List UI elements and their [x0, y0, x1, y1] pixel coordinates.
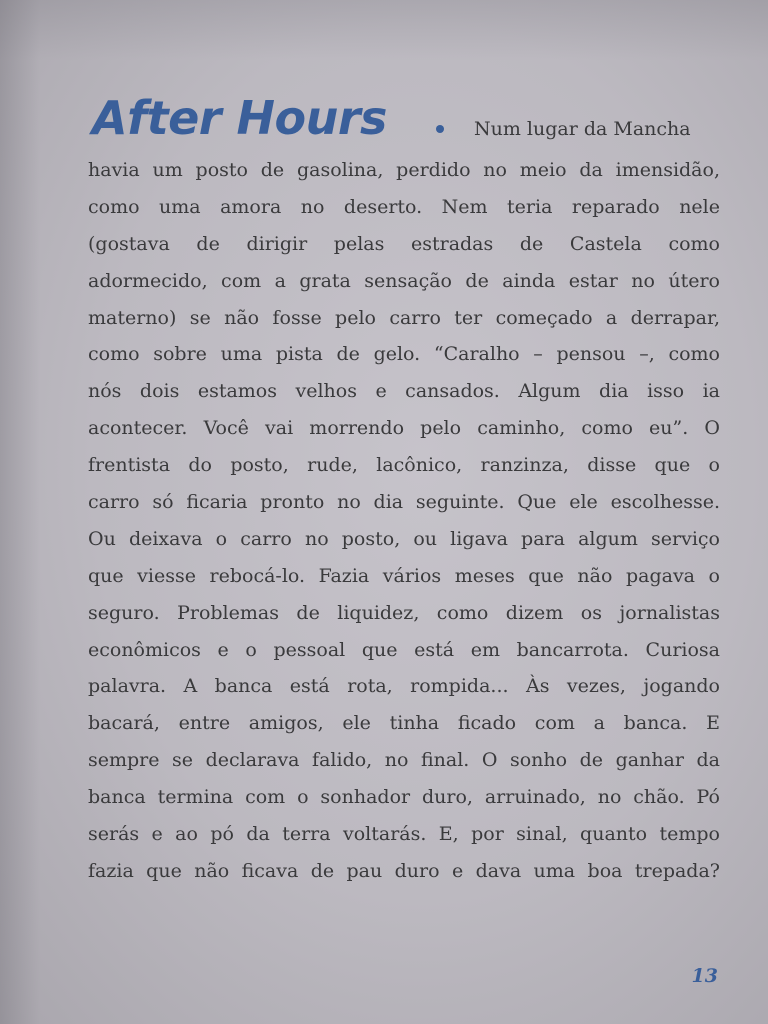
text-line: seguro. Problemas de liquidez, como dizem os jornalistas: [88, 601, 720, 624]
chapter-heading: [92, 90, 722, 150]
text-line: que viesse rebocá-lo. Fazia vários meses que não pagava o: [88, 564, 720, 587]
text-line: acontecer. Você vai morrendo pelo caminho, como eu”. O: [88, 417, 720, 440]
text-line: (gostava de dirigir pelas estradas de Castela como: [88, 232, 720, 255]
page-shadow-top: [0, 0, 768, 60]
body-paragraph: [88, 152, 720, 890]
text-line: banca termina com o sonhador duro, arruinado, no chão. Pó: [88, 786, 720, 809]
text-line: carro só ficaria pronto no dia seguinte. Que ele escolhesse.: [88, 491, 720, 514]
title-separator-dot: [436, 125, 444, 133]
page-shadow-left: [0, 0, 40, 1024]
text-line: palavra. A banca está rota, rompida... Às vezes, jogando: [88, 675, 720, 698]
paragraph-opening-words: Num lugar da Mancha: [474, 118, 691, 140]
chapter-title: After Hours: [92, 91, 387, 145]
text-line: econômicos e o pessoal que está em bancarrota. Curiosa: [88, 638, 720, 661]
text-line: materno) se não fosse pelo carro ter começado a derrapar,: [88, 306, 720, 329]
text-line: como sobre uma pista de gelo. “Caralho – pensou –, como: [88, 343, 720, 366]
text-line: como uma amora no deserto. Nem teria reparado nele: [88, 195, 720, 218]
text-line: sempre se declarava falido, no final. O sonho de ganhar da: [88, 749, 720, 772]
text-line: havia um posto de gasolina, perdido no meio da imensidão,: [88, 159, 720, 181]
text-line: Ou deixava o carro no posto, ou ligava para algum serviço: [88, 527, 720, 550]
text-line: fazia que não ficava de pau duro e dava uma boa trepada?: [88, 859, 720, 882]
text-line: serás e ao pó da terra voltarás. E, por sinal, quanto tempo: [88, 823, 720, 846]
text-line: nós dois estamos velhos e cansados. Algum dia isso ia: [88, 380, 720, 403]
text-line: bacará, entre amigos, ele tinha ficado com a banca. E: [88, 712, 720, 735]
text-line: adormecido, com a grata sensação de ainda estar no útero: [88, 269, 720, 292]
text-line: frentista do posto, rude, lacônico, ranzinza, disse que o: [88, 454, 720, 477]
page-number: 13: [691, 965, 718, 987]
